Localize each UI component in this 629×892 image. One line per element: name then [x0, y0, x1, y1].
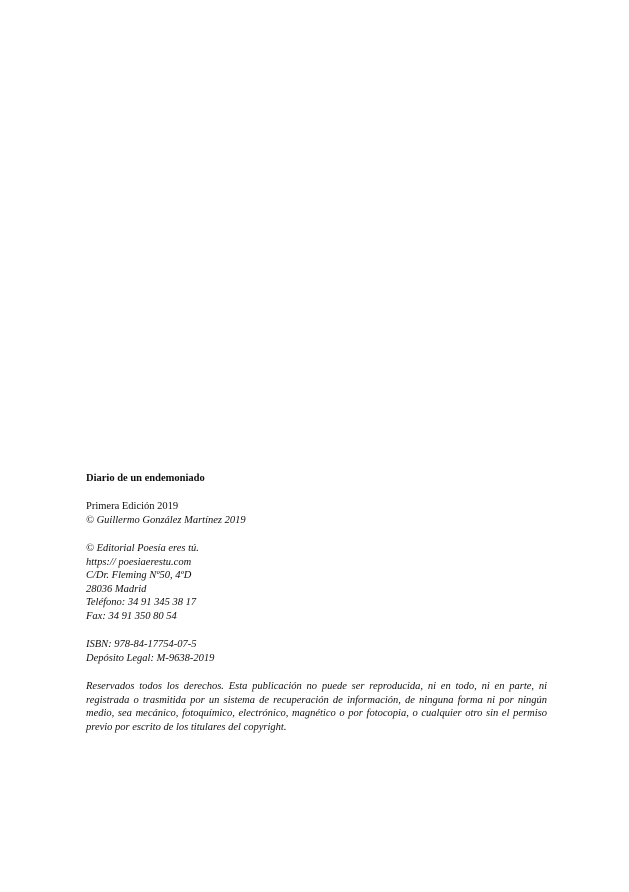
- book-title-text: Diario de un endemoniado: [86, 473, 205, 484]
- publisher-city: 28036 Madrid: [86, 583, 147, 595]
- book-title: [86, 472, 547, 486]
- publisher-block: [86, 542, 547, 623]
- publisher-phone: Teléfono: 34 91 345 38 17: [86, 597, 197, 608]
- isbn-text: ISBN: 978-84-17754-07-5: [86, 639, 197, 650]
- publisher-fax: Fax: 34 91 350 80 54: [86, 610, 177, 622]
- legal-block: [86, 638, 547, 665]
- publisher-copyright: © Editorial Poesía eres tú.: [86, 543, 199, 554]
- author-copyright: © Guillermo González Martínez 2019: [86, 514, 246, 526]
- deposito-legal-text: Depósito Legal: M-9638-2019: [86, 652, 215, 664]
- rights-text: Reservados todos los derechos. Esta publicación no puede ser reproducida, ni en todo, ni en parte, ni registrada o trasmitida por un sistema de recuperación de información, de ninguna forma ni por ningún medio, sea mecánico, fotoquímico, electrónico, magnético o por fotocopia, o cualquier otro sin el permiso previo por escrito de los titulares del copyright.: [86, 681, 547, 733]
- publisher-website: https:// poesiaerestu.com: [86, 556, 192, 568]
- edition-block: [86, 500, 547, 527]
- edition-text: Primera Edición 2019: [86, 501, 179, 512]
- publisher-address: C/Dr. Fleming Nº50, 4ºD: [86, 570, 192, 581]
- rights-notice: [86, 680, 547, 734]
